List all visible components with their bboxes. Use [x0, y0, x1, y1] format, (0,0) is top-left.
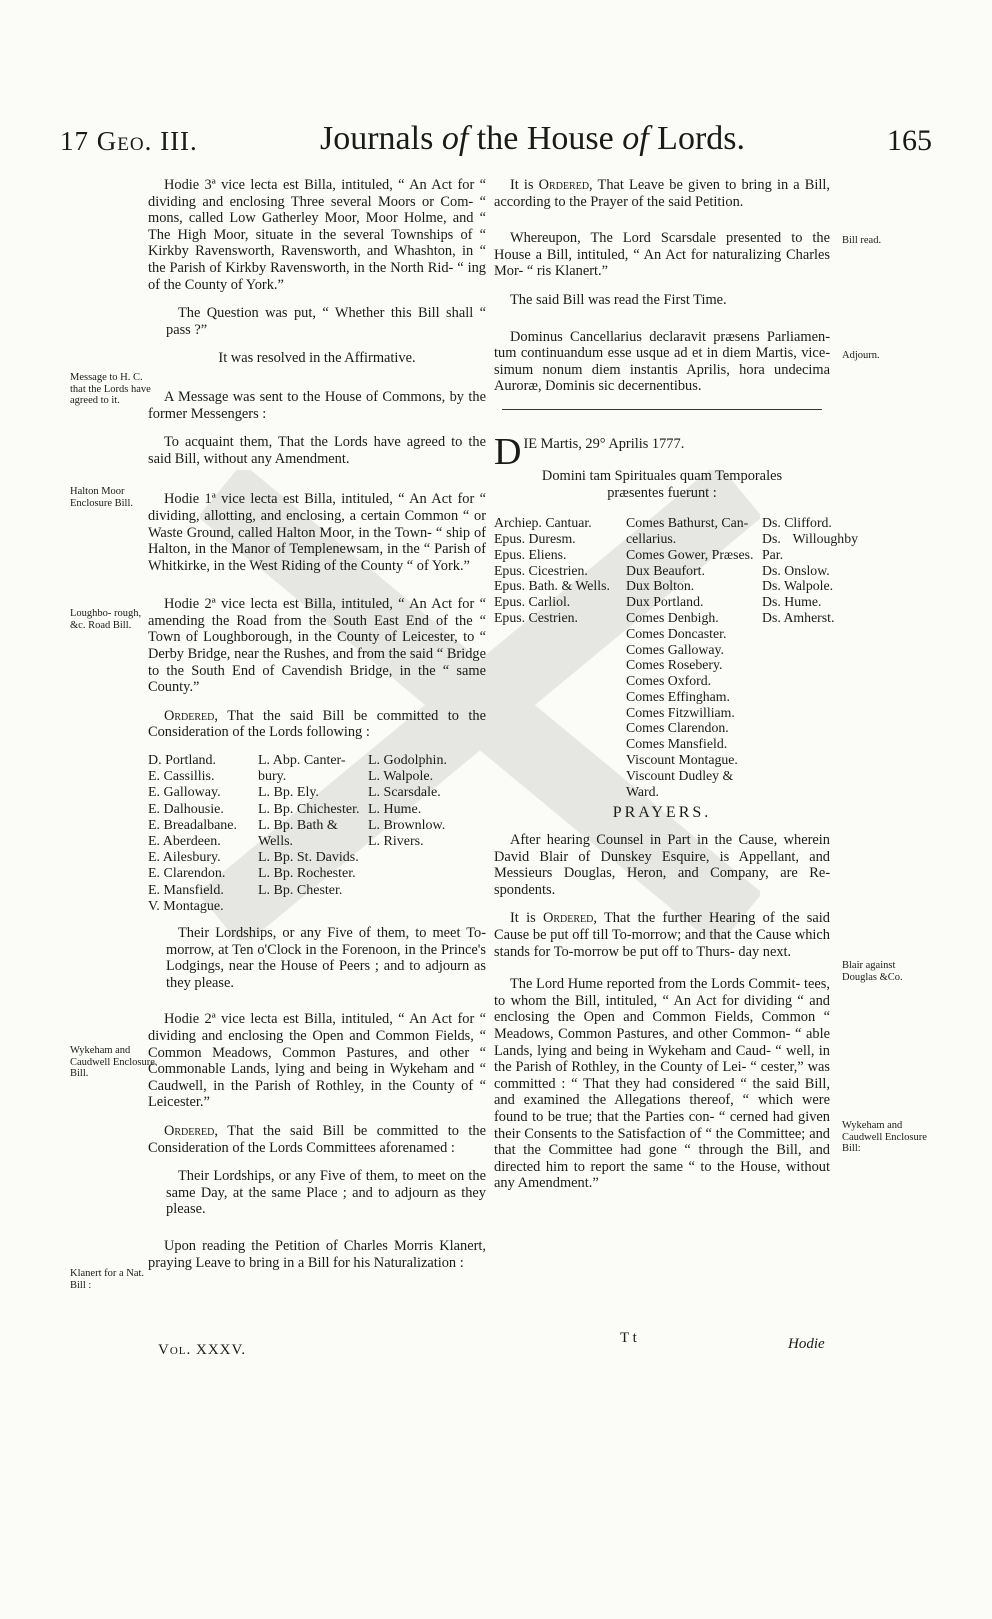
committee-member: L. Bp. St. Davids.	[258, 850, 359, 866]
committee-member: D. Portland.	[148, 753, 217, 769]
committee-member: E. Galloway.	[148, 785, 221, 801]
committee-member: E. Clarendon.	[148, 866, 226, 882]
paragraph: The said Bill was read the First Time.	[510, 291, 727, 308]
volume-label: Vol. XXXV.	[158, 1342, 247, 1358]
committee-list	[148, 753, 486, 915]
paragraph: Hodie 2ª vice lecta est Billa, intituled, “ An Act for “ dividing and enclosing the Open and Common Fields, “ Common Meadows, Common Pastures, and other “ Commonable Lands, lying and being in Wykeham and “ Caudwell, in the Parish of Rothley, in the County of “ Leicester.”	[148, 1011, 486, 1111]
lord-present: Comes Denbigh.	[626, 609, 719, 625]
paragraph: Their Lordships, or any Five of them, to meet on the same Day, at the same Place ; and to adjourn as they please.	[166, 1168, 486, 1218]
paragraph: Dominus Cancellarius declaravit præsens Parliamen- tum continuandum esse usque ad et in diem Martis, vice- simum nonum diem instantis Aprilis, hora undecima Auroræ, Dominis sic decernentibus.	[494, 328, 830, 395]
committee-member: L. Hume.	[368, 801, 422, 817]
committee-member: E. Cassillis.	[148, 769, 215, 785]
paragraph: It is Ordered, That the further Hearing of the said Cause be put off till To-morrow; and that the Cause which stands for To-morrow be put off to Thurs- day next.	[494, 910, 830, 960]
margin-note-bill-read: Bill read.	[842, 235, 882, 246]
journal-title: Journals of the House of Lords.	[320, 120, 745, 157]
committee-member: L. Bp. Bath &	[258, 817, 338, 833]
margin-note-loughborough: Loughbo- rough, &c. Road Bill.	[70, 608, 142, 631]
lord-present: Comes Bathurst, Can-	[626, 515, 749, 531]
paragraph: Upon reading the Petition of Charles Morris Klanert, praying Leave to bring in a Bill for his Naturalization :	[148, 1237, 486, 1271]
committee-column-2	[258, 753, 368, 915]
committee-member: Wells.	[258, 834, 294, 850]
lord-present: Comes Oxford.	[626, 673, 712, 689]
committee-member: E. Breadalbane.	[148, 817, 238, 833]
margin-note-message: Message to H. C. that the Lords have agreed to it.	[70, 372, 151, 406]
lord-present: Ds. Onslow.	[762, 562, 830, 578]
committee-member: E. Mansfield.	[148, 882, 224, 898]
committee-member: E. Dalhousie.	[148, 801, 224, 817]
lord-present: Viscount Dudley &	[626, 767, 734, 783]
right-column	[494, 177, 858, 1204]
lord-present: Comes Mansfield.	[626, 736, 728, 752]
lord-present: Comes Galloway.	[626, 641, 724, 657]
committee-member: L. Brownlow.	[368, 817, 446, 833]
margin-note-blair: Blair against Douglas &Co.	[842, 960, 903, 983]
paragraph: To acquaint them, That the Lords have agreed to the said Bill, without any Amendment.	[148, 434, 486, 467]
page-header	[60, 120, 932, 170]
lord-present: Dux Portland.	[626, 594, 704, 610]
committee-column-3	[368, 753, 486, 915]
prayers-heading: PRAYERS.	[612, 804, 712, 822]
lord-present: Epus. Eliens.	[494, 546, 567, 562]
lord-present: Comes Rosebery.	[626, 657, 723, 673]
lord-present: Archiep. Cantuar.	[494, 515, 592, 531]
lord-present: Ward.	[626, 783, 659, 799]
margin-note-halton: Halton Moor Enclosure Bill.	[70, 486, 133, 509]
paragraph: The Question was put, “ Whether this Bill shall “ pass ?”	[166, 305, 486, 338]
committee-member: L. Abp. Canter-	[258, 753, 346, 769]
lord-present: Ds. Walpole.	[762, 578, 834, 594]
catchword: Hodie	[788, 1336, 825, 1352]
present-heading: Domini tam Spirituales quam Temporales præsentes fuerunt :	[541, 467, 783, 501]
signature-mark: T t	[620, 1330, 637, 1346]
paragraph: Ordered, That the said Bill be committed to the Consideration of the Lords Committees aforenamed :	[148, 1123, 486, 1156]
lords-column-1	[494, 515, 626, 799]
committee-member: L. Bp. Ely.	[258, 785, 319, 801]
lord-present: Epus. Duresm.	[494, 530, 576, 546]
sitting-date: DIE Martis, 29° Aprilis 1777.	[494, 430, 685, 473]
lord-present: Ds. Hume.	[762, 594, 822, 610]
section-divider	[502, 409, 822, 410]
paragraph: After hearing Counsel in Part in the Cause, wherein David Blair of Dunskey Esquire, is Appellant, and Messieurs Douglas, Heron, and Company, are Re- spondents.	[494, 832, 830, 898]
committee-member: L. Scarsdale.	[368, 785, 441, 801]
paragraph: Whereupon, The Lord Scarsdale presented to the House a Bill, intituled, “ An Act for naturalizing Charles Mor- “ ris Klanert.”	[494, 230, 830, 280]
lords-column-2	[626, 515, 762, 799]
paragraph: Their Lordships, or any Five of them, to meet To-morrow, at Ten o'Clock in the Forenoon, in the Prince's Lodgings, near the House of Peers ; and to adjourn as they please.	[166, 925, 486, 991]
committee-column-1	[148, 753, 258, 915]
left-column	[148, 177, 486, 1283]
lords-column-3	[762, 515, 858, 799]
lord-present: cellarius.	[626, 530, 677, 546]
margin-note-wykeham-right: Wykeham and Caudwell Enclosure Bill:	[842, 1120, 927, 1154]
committee-member: L. Godolphin.	[368, 753, 447, 769]
lord-present: Comes Gower, Præses.	[626, 546, 754, 562]
lords-present-list	[494, 515, 858, 799]
paragraph: A Message was sent to the House of Commons, by the former Messengers :	[148, 388, 486, 422]
lord-present: Comes Effingham.	[626, 688, 730, 704]
lord-present: Dux Bolton.	[626, 578, 695, 594]
paragraph: The Lord Hume reported from the Lords Commit- tees, to whom the Bill, intituled, “ An Act for dividing “ and enclosing the Open and Common Fields, Common “ Meadows, Common Pastures, and other Common- “ able Lands, lying and being in Wykeham and Caud- “ well, in the Parish of Rothley, in the County of Lei- “ cester,” was committed : “ That they had considered “ the said Bill, and examined the Allegations thereof, “ which were found to be true; that the Parties con- “ cerned had given their Consents to the Satisfaction of “ the Committee; and that the Committee had gone “ through the Bill, and directed him to report the same “ to the House, without any Amendment.”	[494, 976, 830, 1192]
committee-member: L. Bp. Rochester.	[258, 866, 356, 882]
paragraph: It is Ordered, That Leave be given to bring in a Bill, according to the Prayer of the said Petition.	[494, 177, 830, 210]
lord-present: Epus. Cicestrien.	[494, 562, 588, 578]
lord-present: Dux Beaufort.	[626, 562, 705, 578]
lord-present: Comes Doncaster.	[626, 625, 727, 641]
lord-present: Comes Clarendon.	[626, 720, 729, 736]
regnal-year: 17 Geo. III.	[60, 126, 198, 156]
margin-note-wykeham: Wykeham and Caudwell Enclosure Bill.	[70, 1045, 155, 1079]
margin-note-klanert: Klanert for a Nat. Bill :	[70, 1268, 145, 1291]
lord-present: Ds. Willoughby Par.	[762, 530, 858, 562]
lord-present: Epus. Carliol.	[494, 594, 571, 610]
committee-member: E. Aberdeen.	[148, 834, 221, 850]
committee-member: V. Montague.	[148, 898, 224, 914]
paragraph: Hodie 2ª vice lecta est Billa, intituled, “ An Act for “ amending the Road from the South East End of the “ Town of Loughborough, in the County of Leicester, to “ Derby Bridge, near the Rushes, and from the said “ Bridge to the South End of Cavendish Bridge, in the “ same County.”	[148, 596, 486, 696]
paragraph: Ordered, That the said Bill be committed to the Consideration of the Lords following :	[148, 707, 486, 741]
paragraph: Hodie 3ª vice lecta est Billa, intituled, “ An Act for “ dividing and enclosing Three several Moors or Com- “ mons, called Low Gatherley Moor, Moor Holme, and “ The High Moor, situate in the several Townships of “ Kirkby Ravensworth, Ravensworth, and Whashton, in “ the Parish of Kirkby Ravensworth, in the North Rid- “ ing of the County of York.”	[148, 177, 486, 293]
paragraph: Hodie 1ª vice lecta est Billa, intituled, “ An Act for “ dividing, allotting, and enclosing, a certain Common “ or Waste Ground, called Halton Moor, in the Town- “ ship of Halton, in the Manor of Templenewsam, in the “ Parish of Whitkirke, in the West Riding of the County “ of York.”	[148, 491, 486, 574]
committee-member: L. Bp. Chichester.	[258, 801, 360, 817]
committee-member: L. Rivers.	[368, 834, 424, 850]
committee-member: E. Ailesbury.	[148, 850, 221, 866]
page-number: 165	[887, 124, 932, 157]
margin-note-adjourn: Adjourn.	[842, 350, 880, 361]
lord-present: Comes Fitzwilliam.	[626, 704, 735, 720]
lord-present: Ds. Clifford.	[762, 515, 832, 531]
lord-present: Epus. Cestrien.	[494, 609, 578, 625]
paragraph: It was resolved in the Affirmative.	[218, 350, 416, 367]
lord-present: Ds. Amherst.	[762, 609, 835, 625]
lord-present: Viscount Montague.	[626, 752, 738, 768]
committee-member: L. Walpole.	[368, 769, 434, 785]
committee-member: L. Bp. Chester.	[258, 882, 343, 898]
lord-present: Epus. Bath. & Wells.	[494, 578, 610, 594]
committee-member: bury.	[258, 769, 287, 785]
